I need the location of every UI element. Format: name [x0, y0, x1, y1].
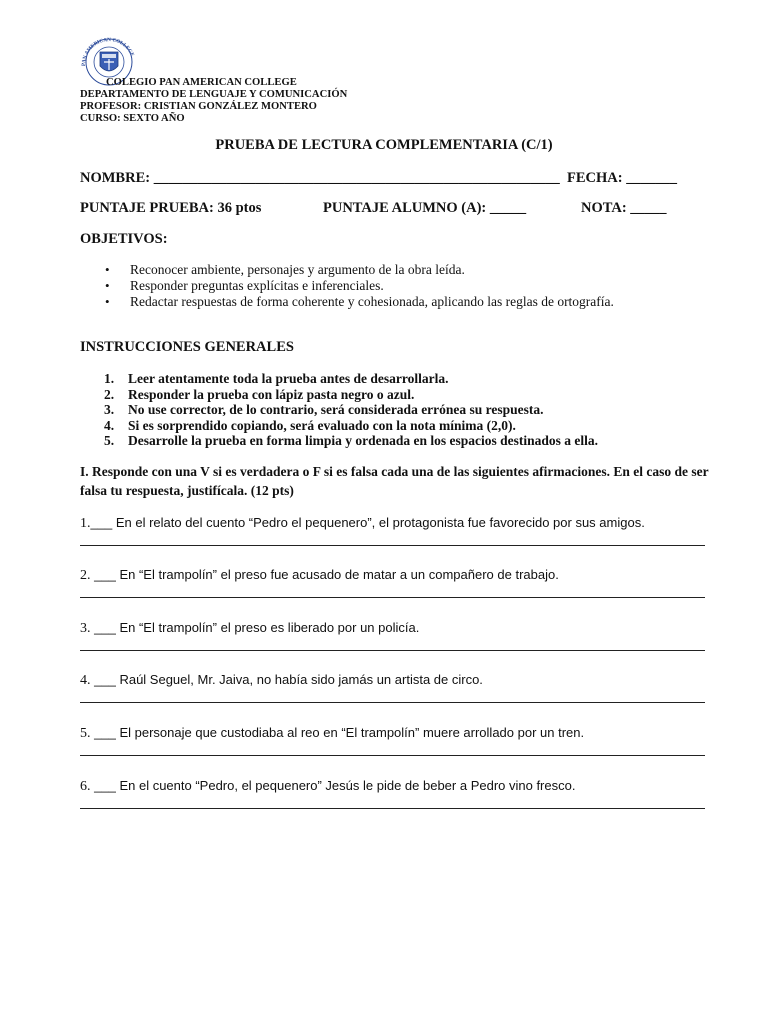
instructions-heading: INSTRUCCIONES GENERALES — [80, 339, 294, 355]
item-text: No use corrector, de lo contrario, será considerada errónea su respuesta. — [128, 402, 544, 418]
item-text: Responder la prueba con lápiz pasta negro o azul. — [128, 386, 415, 402]
question-text: En “El trampolín” el preso fue acusado de matar a un compañero de trabajo. — [119, 567, 559, 582]
answer-line[interactable] — [80, 597, 705, 598]
answer-blank[interactable]: ___ — [94, 620, 116, 635]
department: DEPARTAMENTO DE LENGUAJE Y COMUNICACIÓN — [80, 89, 348, 100]
question-number: 3. — [80, 621, 91, 636]
list-item — [104, 433, 598, 449]
section-one-instruction: I. Responde con una V si es verdadera o F si es falsa cada una de las siguientes afirmaciones. En el caso de ser falsa tu respuesta, justifícala. (12 pts) — [80, 464, 709, 498]
question-text: Raúl Seguel, Mr. Jaiva, no había sido jamás un artista de circo. — [119, 672, 483, 687]
question-5 — [80, 725, 584, 742]
date-field[interactable]: FECHA: _______ — [567, 170, 677, 186]
question-3 — [80, 620, 419, 637]
item-text: Leer atentamente toda la prueba antes de desarrollarla. — [128, 371, 449, 386]
item-number: 5. — [104, 433, 115, 449]
logo-arc-text: PAN AMERICAN COLLEGE — [80, 37, 136, 67]
answer-line[interactable] — [80, 755, 705, 756]
item-number: 2. — [104, 386, 115, 402]
school-name: COLEGIO PAN AMERICAN COLLEGE — [106, 77, 297, 88]
answer-line[interactable] — [80, 702, 705, 703]
question-text: En el cuento “Pedro, el pequenero” Jesús le pide de beber a Pedro vino fresco. — [119, 778, 576, 793]
list-item: • Responder preguntas explícitas e inferenciales. — [130, 278, 614, 294]
answer-line[interactable] — [80, 650, 705, 651]
answer-line[interactable] — [80, 545, 705, 546]
course: CURSO: SEXTO AÑO — [80, 113, 185, 124]
item-text: Desarrolle la prueba en forma limpia y ordenada en los espacios destinados a ella. — [128, 433, 599, 449]
item-text: Si es sorprendido copiando, será evaluado con la nota mínima (2,0). — [128, 417, 516, 433]
answer-blank[interactable]: ___ — [90, 515, 113, 530]
question-text: En el relato del cuento “Pedro el pequenero”, el protagonista fue favorecido por sus amigos. — [115, 515, 645, 530]
item-number: 4. — [104, 417, 115, 433]
item-number: 1. — [104, 371, 115, 386]
question-6 — [80, 778, 575, 795]
answer-blank[interactable]: ___ — [94, 672, 116, 687]
page-title: PRUEBA DE LECTURA COMPLEMENTARIA (C/1) — [215, 137, 553, 153]
question-1 — [80, 515, 645, 532]
answer-line[interactable] — [80, 808, 705, 809]
objectives-heading: OBJETIVOS: — [80, 231, 168, 247]
teacher: PROFESOR: CRISTIAN GONZÁLEZ MONTERO — [80, 101, 317, 112]
instructions-list — [104, 371, 598, 449]
answer-blank[interactable]: ___ — [94, 778, 116, 793]
list-item — [104, 402, 598, 418]
objectives-list — [130, 262, 614, 310]
list-item — [104, 418, 598, 434]
question-4 — [80, 672, 483, 689]
school-header — [80, 77, 347, 125]
answer-blank[interactable]: ___ — [94, 725, 116, 740]
question-text: El personaje que custodiaba al reo en “El trampolín” muere arrollado por un tren. — [119, 725, 585, 740]
test-score: PUNTAJE PRUEBA: 36 ptos — [80, 200, 262, 216]
list-item: • Reconocer ambiente, personajes y argumento de la obra leída. — [130, 262, 614, 278]
list-item: • Redactar respuestas de forma coherente y cohesionada, aplicando las reglas de ortografía. — [130, 294, 614, 310]
answer-blank[interactable]: ___ — [94, 567, 116, 582]
list-item — [104, 387, 598, 403]
question-number: 1. — [80, 516, 91, 531]
name-field[interactable]: NOMBRE: ________________________________________________________ — [80, 170, 560, 186]
question-number: 2. — [80, 568, 91, 583]
question-text: En “El trampolín” el preso es liberado por un policía. — [119, 620, 420, 635]
student-score-field[interactable]: PUNTAJE ALUMNO (A): _____ — [323, 200, 527, 216]
question-number: 6. — [80, 779, 91, 794]
grade-field[interactable]: NOTA: _____ — [581, 200, 667, 216]
question-number: 4. — [80, 673, 91, 688]
question-number: 5. — [80, 726, 91, 741]
item-number: 3. — [104, 402, 115, 418]
list-item — [104, 371, 598, 387]
question-2 — [80, 567, 559, 584]
